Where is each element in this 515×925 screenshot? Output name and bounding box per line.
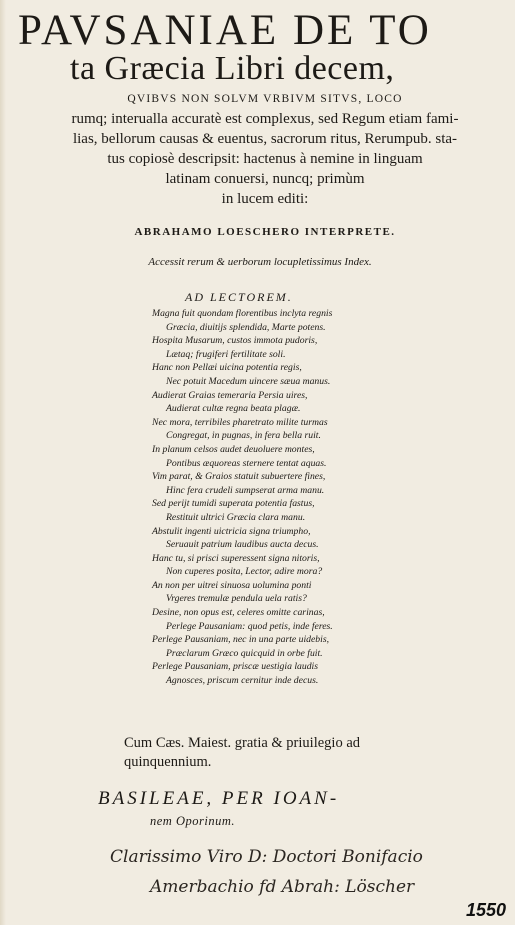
poem-line: Vrgeres tremulæ pendula uela ratis? bbox=[166, 593, 307, 605]
poem-heading: AD LECTOREM. bbox=[185, 290, 293, 304]
subtitle-line-4: tus copiosè descripsit: hactenus à nemine in linguam bbox=[107, 151, 423, 167]
dedication-line-2: Amerbachio fd Abrah: Löscher bbox=[150, 877, 415, 897]
subtitle-line-3: lias, bellorum causas & euentus, sacrorum ritus, Rerumpub. sta- bbox=[72, 131, 458, 147]
translator-line: ABRAHAMO LOESCHERO INTERPRETE. bbox=[134, 226, 396, 238]
poem-line: Restituit ultrici Græcia clara manu. bbox=[166, 511, 306, 523]
paper-edge bbox=[0, 0, 6, 925]
subtitle-line-1: QVIBVS NON SOLVM VRBIVM SITVS, LOCO bbox=[127, 93, 403, 105]
poem-line: Magna fuit quondam florentibus inclyta regnis bbox=[152, 308, 333, 319]
title-line-1: PAVSANIAE DE TO bbox=[18, 7, 432, 54]
poem-line: Non cuperes posita, Lector, adire mora? bbox=[166, 566, 323, 578]
handwritten-dedication bbox=[110, 842, 500, 902]
subtitle-line-2: rumq; interualla accuratè est complexus, sed Regum etiam fami- bbox=[71, 111, 459, 127]
poem-line: Pontibus æquoreas sternere tentat aquas. bbox=[166, 457, 327, 469]
poem-line: Hanc non Pellæi uicina potentia regis, bbox=[152, 362, 302, 374]
poem-line: Nec mora, terribiles pharetrato milite turmas bbox=[152, 416, 328, 428]
poem-line: Sed perijt tumidi superata potentia fastus, bbox=[152, 498, 315, 510]
poem-line: Græcia, diuitijs splendida, Marte potens. bbox=[166, 321, 326, 333]
poem-line: Nec potuit Macedum uincere sæua manus. bbox=[166, 375, 331, 387]
poem-line: Congregat, in pugnas, in fera bella ruit. bbox=[166, 430, 321, 442]
imprint-line-2: nem Oporinum. bbox=[150, 814, 235, 828]
poem-line: In planum celsos audet deuoluere montes, bbox=[152, 443, 315, 455]
poem-line: Præclarum Græco quicquid in orbe fuit. bbox=[166, 647, 323, 659]
privilege-line-2: quinquennium. bbox=[124, 754, 212, 770]
privilege-statement bbox=[124, 734, 434, 772]
poem-line: Hinc fera crudeli sumpserat arma manu. bbox=[166, 484, 325, 496]
title-line-2: ta Græcia Libri decem, bbox=[70, 50, 395, 87]
poem-line: Audierat cultæ regna beata plagæ. bbox=[166, 403, 301, 415]
poem-line: Hanc tu, si prisci superessent signa nitoris, bbox=[152, 552, 320, 564]
poem-line: Perlege Pausaniam: quod petis, inde feres. bbox=[166, 620, 333, 632]
poem-line: Abstulit ingenti uictricia signa triumpho, bbox=[152, 525, 311, 537]
poem-line: Vim parat, & Graios statuit subuertere fines, bbox=[152, 471, 326, 483]
poem bbox=[152, 307, 412, 688]
poem-line: Hospita Musarum, custos immota pudoris, bbox=[152, 335, 318, 347]
subtitle-line-6: in lucem editi: bbox=[221, 191, 309, 207]
privilege-line-1: Cum Cæs. Maiest. gratia & priuilegio ad bbox=[124, 735, 361, 751]
poem-line: Agnosces, priscum cernitur inde decus. bbox=[166, 675, 319, 687]
poem-line: Lætaq; frugiferi fertilitate soli. bbox=[166, 348, 286, 360]
poem-line: Seruauit patrium laudibus aucta decus. bbox=[166, 539, 319, 551]
imprint-line-1: BASILEAE, PER IOAN- bbox=[98, 788, 340, 809]
imprint bbox=[98, 788, 438, 832]
poem-line: An non per uitrei sinuosa uolumina ponti bbox=[152, 579, 312, 591]
poem-line: Audierat Graias temeraria Persia uires, bbox=[152, 389, 308, 401]
year-label: 1550 bbox=[466, 900, 507, 920]
dedication-line-1: Clarissimo Viro D: Doctori Bonifacio bbox=[110, 847, 423, 867]
subtitle-line-5: latinam conuersi, nuncq; primùm bbox=[165, 171, 365, 187]
poem-line: Perlege Pausaniam, nec in una parte uidebis, bbox=[152, 634, 330, 646]
poem-line: Perlege Pausaniam, priscæ uestigia laudis bbox=[152, 661, 319, 673]
poem-line: Desine, non opus est, celeres omitte carinas, bbox=[152, 607, 325, 619]
index-note: Accessit rerum & uerborum locupletissimus Index. bbox=[148, 256, 372, 268]
